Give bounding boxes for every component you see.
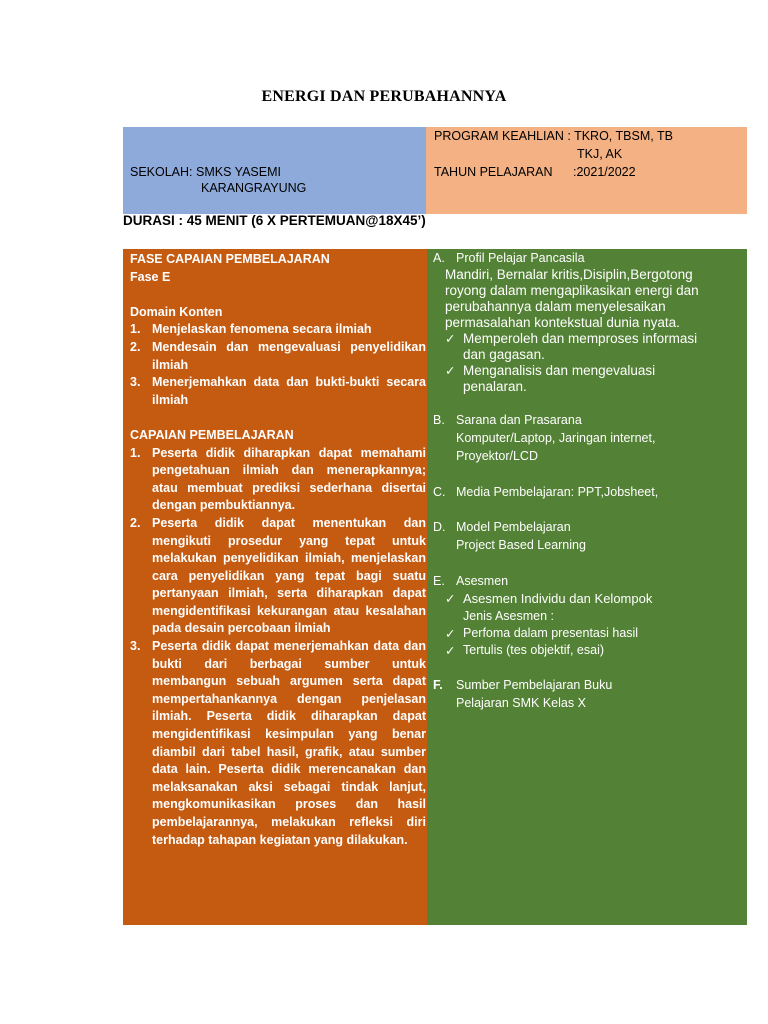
- section-a-text-4: permasalahan kontekstual dunia nyata.: [445, 315, 680, 330]
- section-e-jenis: Jenis Asesmen :: [463, 609, 555, 623]
- program-keahlian: PROGRAM KEAHLIAN : TKRO, TBSM, TB: [434, 129, 673, 143]
- section-f-text-1: Sumber Pembelajaran Buku: [456, 678, 613, 692]
- domain-heading: Domain Konten: [130, 304, 223, 319]
- section-c-heading: Media Pembelajaran: PPT,Jobsheet,: [456, 485, 659, 499]
- list-item: 3. Peserta didik dapat menerjemahkan data dan bukti dari berbagai sumber untuk membangun sebuah argumen serta dapat mempertahankannya dengan penjelasan ilmiah. Peserta didik diharapkan dapat mengidentifikasi kesimpulan yang benar diambil dari tabel hasil, grafik, atau sumber data lain. Peserta didik merencanakan dan melaksanakan aksi sebagai tindak lanjut, mengkomunikasikan proses dan hasil pembelajarannya, melakukan refleksi diri terhadap tahapan kegiatan yang dilakukan.: [130, 639, 426, 847]
- section-a-check-1-cont: dan gagasan.: [463, 347, 545, 362]
- check-icon: ✓: [445, 643, 456, 658]
- program-info-cell: [426, 127, 747, 214]
- section-a-check-2-cont: penalaran.: [463, 379, 527, 394]
- tahun-pelajaran-label: TAHUN PELAJARAN: [434, 165, 553, 179]
- section-d-heading: Model Pembelajaran: [456, 520, 571, 534]
- list-item: 2. Peserta didik dapat menentukan dan mengikuti prosedur yang tepat untuk melakukan penyelidikan ilmiah, menjelaskan cara penyelidikan yang tepat bagi suatu pertanyaan ilmiah, serta diharapkan dapat mengidentifikasi kekurangan atau kesalahan pada desain percobaan ilmiah: [130, 515, 426, 636]
- check-icon: ✓: [445, 331, 456, 346]
- capaian-heading: CAPAIAN PEMBELAJARAN: [130, 427, 294, 442]
- check-icon: ✓: [445, 363, 456, 378]
- section-e-letter: E.: [433, 574, 445, 588]
- fase-value: Fase E: [130, 269, 171, 284]
- list-item: 1. Peserta didik diharapkan dapat memahami pengetahuan ilmiah dan menerapkannya; atau membuat prediksi sederhana disertai dengan pembuktiannya.: [130, 445, 426, 513]
- section-d-text: Project Based Learning: [456, 538, 586, 552]
- tahun-pelajaran-value: :2021/2022: [573, 165, 636, 179]
- section-f-text-2: Pelajaran SMK Kelas X: [456, 696, 586, 710]
- capaian-panel: [123, 249, 427, 925]
- school-info-cell: [123, 127, 426, 214]
- section-a-letter: A.: [433, 251, 445, 265]
- perangkat-panel: [427, 249, 747, 925]
- section-e-heading: Asesmen: [456, 574, 509, 588]
- section-a-text-1: Mandiri, Bernalar kritis,Disiplin,Bergotong: [445, 267, 693, 282]
- section-a-text-2: royong dalam mengaplikasikan energi dan: [445, 283, 699, 298]
- domain-list: [130, 321, 427, 409]
- section-d-letter: D.: [433, 520, 446, 534]
- section-e-check-3: Tertulis (tes objektif, esai): [463, 643, 605, 657]
- section-e-check-1: Asesmen Individu dan Kelompok: [463, 591, 653, 606]
- section-a-check-1: Memperoleh dan memproses informasi: [463, 331, 698, 346]
- section-b-heading: Sarana dan Prasarana: [456, 413, 582, 427]
- list-item: 3. Menerjemahkan data dan bukti-bukti secara ilmiah: [130, 375, 426, 407]
- list-item: 2. Mendesain dan mengevaluasi penyelidikan ilmiah: [130, 339, 426, 372]
- page-title: ENERGI DAN PERUBAHANNYA: [261, 88, 507, 105]
- section-c-letter: C.: [433, 485, 446, 499]
- section-a-text-3: perubahannya dalam menyelesaikan: [445, 299, 666, 314]
- section-e-check-2: Perfoma dalam presentasi hasil: [463, 626, 639, 640]
- list-item: 1. Menjelaskan fenomena secara ilmiah: [130, 322, 372, 337]
- section-b-text-1: Komputer/Laptop, Jaringan internet,: [456, 431, 656, 445]
- section-a-check-2: Menganalisis dan mengevaluasi: [463, 363, 656, 378]
- check-icon: ✓: [445, 626, 456, 641]
- durasi-text: DURASI : 45 MENIT (6 X PERTEMUAN@18X45’): [123, 213, 426, 228]
- school-location: KARANGRAYUNG: [201, 181, 307, 195]
- check-icon: ✓: [445, 591, 456, 606]
- program-keahlian-cont: TKJ, AK: [577, 147, 623, 161]
- capaian-list: [130, 445, 427, 850]
- fase-heading: FASE CAPAIAN PEMBELAJARAN: [130, 252, 330, 266]
- section-f-letter: F.: [433, 678, 443, 692]
- section-b-text-2: Proyektor/LCD: [456, 449, 538, 463]
- school-name: SEKOLAH: SMKS YASEMI: [130, 165, 281, 179]
- section-b-letter: B.: [433, 413, 445, 427]
- section-a-heading: Profil Pelajar Pancasila: [456, 251, 585, 265]
